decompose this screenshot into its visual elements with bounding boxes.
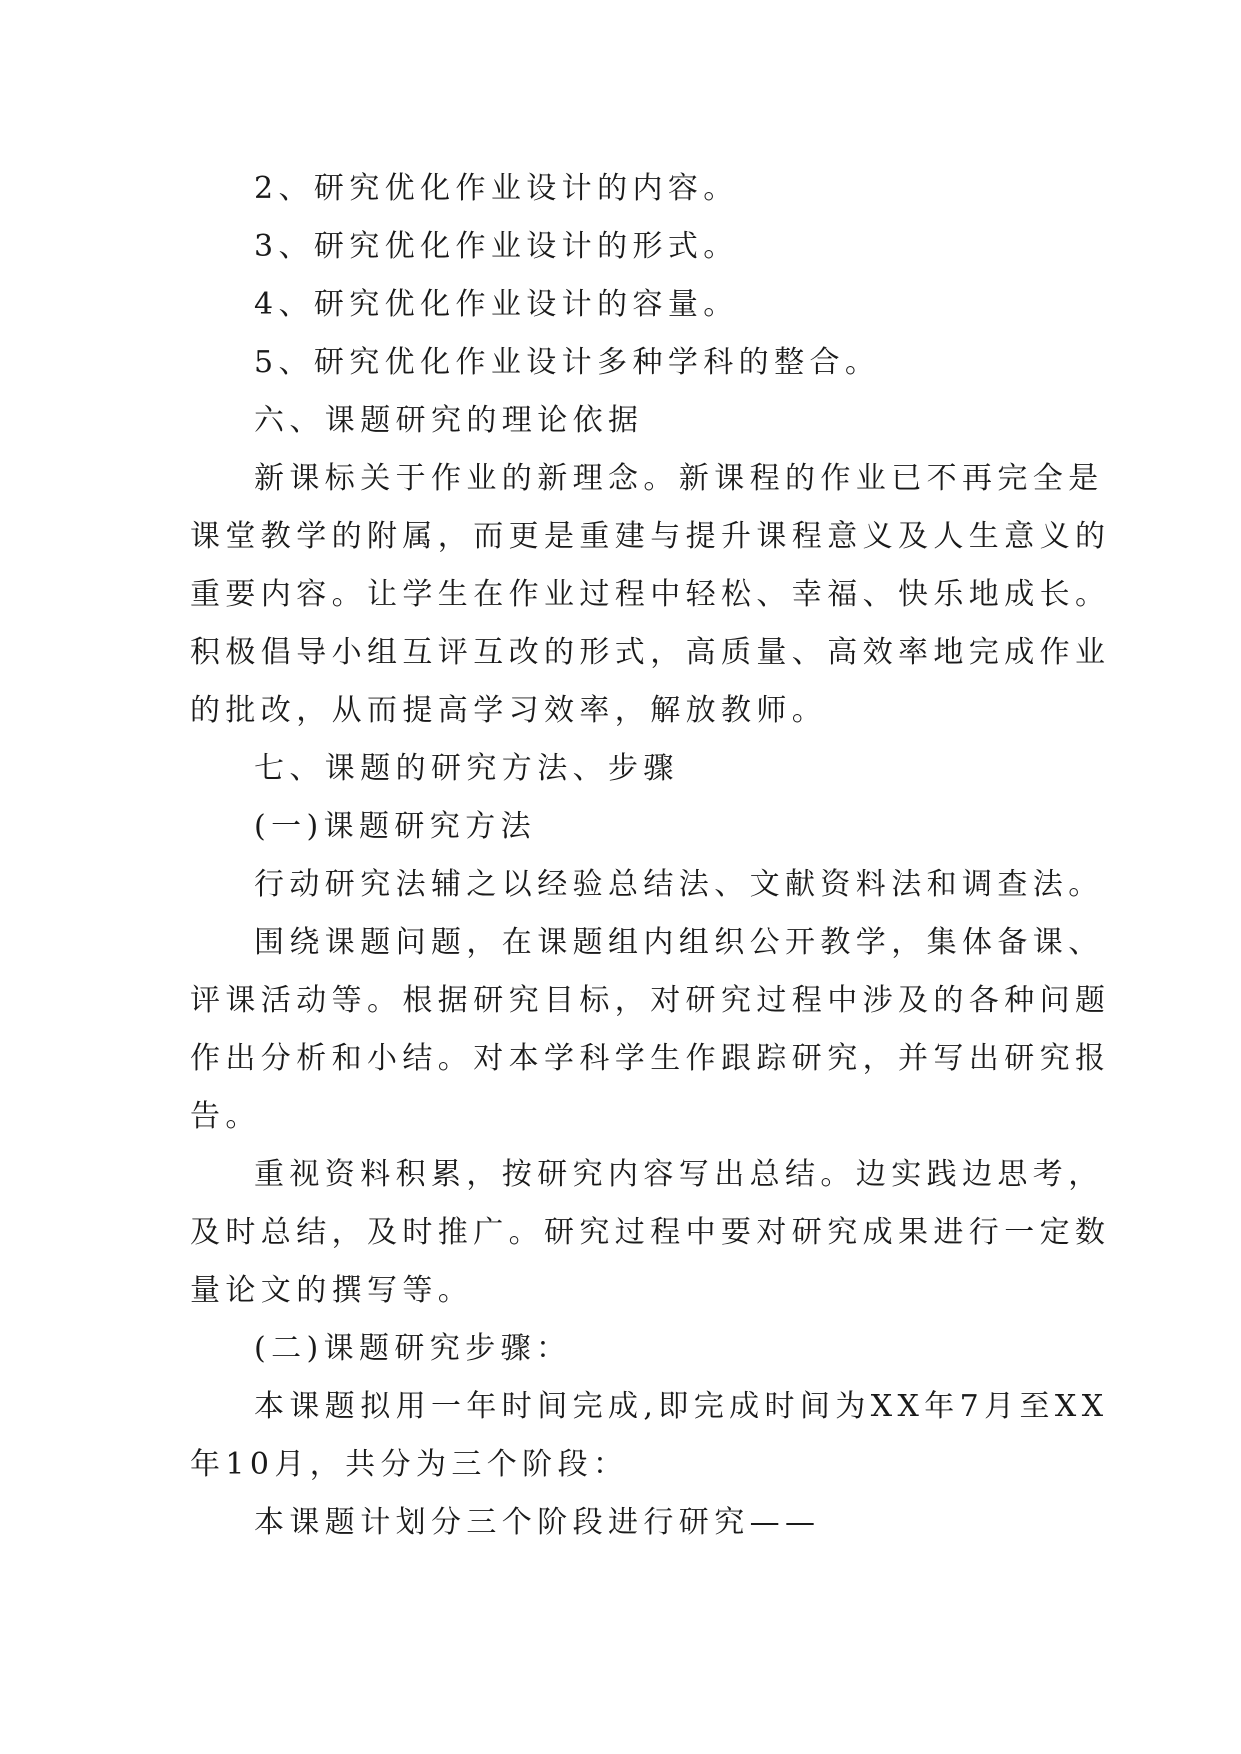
paragraph-p3 <box>190 276 1070 334</box>
text-line: 围绕课题问题，在课题组内组织公开教学，集体备课、 <box>254 925 1104 960</box>
paragraph-p7 <box>190 740 1070 798</box>
document-body <box>190 160 1111 1552</box>
text-line: 2、研究优化作业设计的内容。 <box>254 171 739 206</box>
text-line: 及时总结，及时推广。研究过程中要对研究成果进行一定数 <box>190 1215 1111 1250</box>
text-line: 告。 <box>190 1099 261 1134</box>
text-line: 评课活动等。根据研究目标，对研究过程中涉及的各种问题 <box>190 983 1111 1018</box>
text-line: 本课题拟用一年时间完成,即完成时间为XX年7月至XX <box>254 1389 1109 1424</box>
text-line: 七、课题的研究方法、步骤 <box>254 751 679 786</box>
paragraph-p4 <box>190 334 1070 392</box>
text-line: 重视资料积累，按研究内容写出总结。边实践边思考， <box>254 1157 1104 1192</box>
text-line: 作出分析和小结。对本学科学生作跟踪研究，并写出研究报 <box>190 1041 1111 1076</box>
paragraph-p12 <box>190 1320 1070 1378</box>
text-line: 3、研究优化作业设计的形式。 <box>254 229 739 264</box>
paragraph-p13 <box>190 1378 1109 1494</box>
paragraph-p6 <box>190 450 1111 740</box>
text-line: 本课题计划分三个阶段进行研究—— <box>254 1505 821 1540</box>
paragraph-p11 <box>190 1146 1111 1320</box>
paragraph-p14 <box>190 1494 1070 1552</box>
paragraph-p1 <box>190 160 1070 218</box>
text-line: 重要内容。让学生在作业过程中轻松、幸福、快乐地成长。 <box>190 577 1111 612</box>
paragraph-p8 <box>190 798 1070 856</box>
text-line: 积极倡导小组互评互改的形式，高质量、高效率地完成作业 <box>190 635 1111 670</box>
text-line: 4、研究优化作业设计的容量。 <box>254 287 739 322</box>
text-line: 5、研究优化作业设计多种学科的整合。 <box>254 345 881 380</box>
text-line: 课堂教学的附属，而更是重建与提升课程意义及人生意义的 <box>190 519 1111 554</box>
text-line: 新课标关于作业的新理念。新课程的作业已不再完全是 <box>254 461 1104 496</box>
paragraph-p10 <box>190 914 1111 1146</box>
text-line: (二)课题研究步骤： <box>254 1331 572 1366</box>
text-line: (一)课题研究方法 <box>254 809 537 844</box>
text-line: 年10月，共分为三个阶段： <box>190 1447 629 1482</box>
text-line: 量论文的撰写等。 <box>190 1273 474 1308</box>
text-line: 的批改，从而提高学习效率，解放教师。 <box>190 693 828 728</box>
paragraph-p9 <box>190 856 1104 914</box>
paragraph-p5 <box>190 392 1070 450</box>
text-line: 行动研究法辅之以经验总结法、文献资料法和调查法。 <box>254 867 1104 902</box>
text-line: 六、课题研究的理论依据 <box>254 403 644 438</box>
paragraph-p2 <box>190 218 1070 276</box>
